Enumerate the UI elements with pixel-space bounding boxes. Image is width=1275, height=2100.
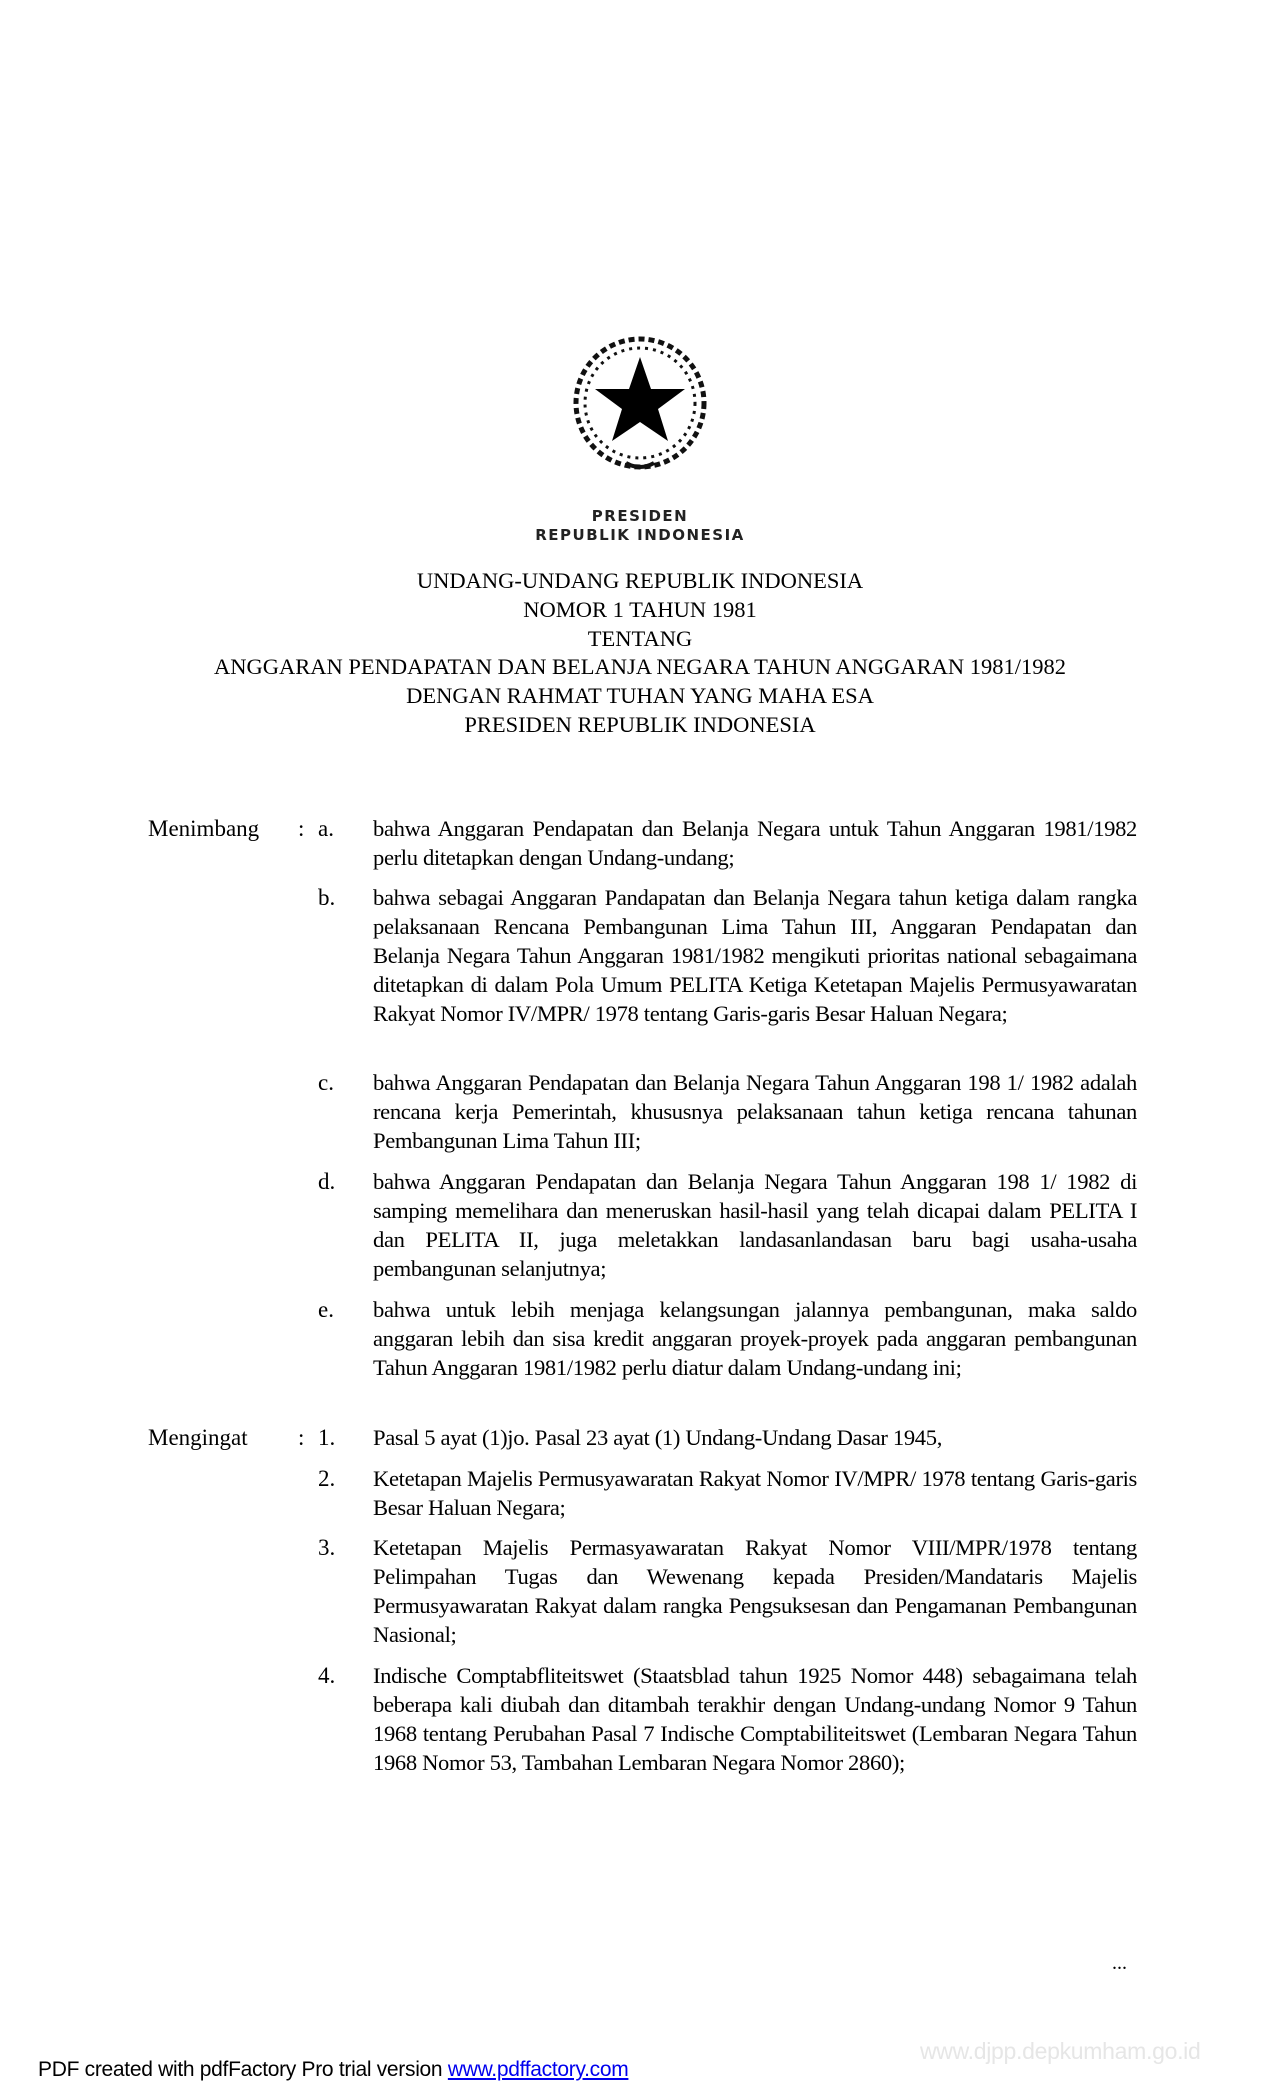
heading-line: UNDANG-UNDANG REPUBLIK INDONESIA xyxy=(416,568,864,593)
watermark: www.djpp.depkumham.go.id xyxy=(920,2038,1201,2064)
heading-line: NOMOR 1 TAHUN 1981 xyxy=(523,596,757,622)
heading-line: PRESIDEN REPUBLIK INDONESIA xyxy=(464,711,816,737)
mengingat-colon: : xyxy=(298,1425,305,1450)
menimbang-colon: : xyxy=(298,816,305,841)
menimbang-item-c: bahwa Anggaran Pendapatan dan Belanja Negara Tahun Anggaran 198 1/ 1982 adalah rencana kerja Pemerintah, khususnya pelaksanaan tahun ketiga rencana tahunan Pembangunan Lima Tahun III; xyxy=(373,1070,1137,1153)
item-mark: d. xyxy=(318,1169,336,1194)
item-mark: 3. xyxy=(318,1535,336,1560)
menimbang-label: Menimbang xyxy=(148,816,260,841)
item-mark: e. xyxy=(318,1297,334,1322)
item-mark: c. xyxy=(318,1070,334,1095)
footer-text: PDF created with pdfFactory Pro trial version xyxy=(38,2058,448,2081)
heading-line: TENTANG xyxy=(587,625,693,651)
heading-line: DENGAN RAHMAT TUHAN YANG MAHA ESA xyxy=(406,683,874,709)
menimbang-item-b: bahwa sebagai Anggaran Pandapatan dan Belanja Negara tahun ketiga dalam rangka pelaksanaan Rencana Pembangunan Lima Tahun III, Anggaran Pendapatan dan Belanja Negara Tahun Anggaran 1981/1982 mengikuti prioritas national sebagaimana ditetapkan di dalam Pola Umum PELITA Ketiga Ketetapan Majelis Permusyawaratan Rakyat Nomor IV/MPR/ 1978 tentang Garis-garis Besar Haluan Negara; xyxy=(373,885,1137,1026)
menimbang-item-d: bahwa Anggaran Pendapatan dan Belanja Negara Tahun Anggaran 198 1/ 1982 di samping memelihara dan meneruskan hasil-hasil yang telah dicapai dalam PELITA I dan PELITA II, juga meletakkan landasanlandasan baru bagi usaha-usaha pembangunan selanjutnya; xyxy=(373,1169,1137,1281)
pdf-footer xyxy=(38,2058,628,2082)
emblem-caption-republik: REPUBLIK INDONESIA xyxy=(535,526,745,544)
menimbang-item-e: bahwa untuk lebih menjaga kelangsungan jalannya pembangunan, maka saldo anggaran lebih dan sisa kredit anggaran proyek-proyek pada anggaran pembangunan Tahun Anggaran 1981/1982 perlu diatur dalam Undang-undang ini; xyxy=(373,1297,1137,1380)
mengingat-item-4: Indische Comptabfliteitswet (Staatsblad tahun 1925 Nomor 448) sebagaimana telah beberapa kali diubah dan ditambah terakhir dengan Undang-undang Nomor 9 Tahun 1968 tentang Perubahan Pasal 7 Indische Comptabiliteitswet (Lembaran Negara Tahun 1968 Nomor 53, Tambahan Lembaran Negara Nomor 2860); xyxy=(373,1663,1137,1775)
emblem-caption-presiden: PRESIDEN xyxy=(591,507,689,525)
mengingat-item-3: Ketetapan Majelis Permasyawaratan Rakyat Nomor VIII/MPR/1978 tentang Pelimpahan Tugas dan Wewenang kepada Presiden/Mandataris Majelis Permusyawaratan Rakyat dalam rangka Pengsuksesan dan Pengamanan Pembangunan Nasional; xyxy=(373,1535,1137,1647)
heading-line: ANGGARAN PENDAPATAN DAN BELANJA NEGARA TAHUN ANGGARAN 1981/1982 xyxy=(213,654,1067,680)
item-mark: 4. xyxy=(318,1663,336,1688)
item-mark: 1. xyxy=(318,1425,336,1450)
garuda-emblem-star-wreath xyxy=(566,329,714,477)
mengingat-item-1: Pasal 5 ayat (1)jo. Pasal 23 ayat (1) Undang-Undang Dasar 1945, xyxy=(373,1425,942,1450)
mengingat-item-2: Ketetapan Majelis Permusyawaratan Rakyat Nomor IV/MPR/ 1978 tentang Garis-garis Besar Haluan Negara; xyxy=(373,1466,1137,1520)
menimbang-item-a: bahwa Anggaran Pendapatan dan Belanja Negara untuk Tahun Anggaran 1981/1982 perlu ditetapkan dengan Undang-undang; xyxy=(373,816,1137,870)
document-heading xyxy=(100,567,1180,740)
item-mark: a. xyxy=(318,816,334,841)
mengingat-label: Mengingat xyxy=(148,1425,248,1450)
continuation-mark: ... xyxy=(1112,1952,1127,1974)
item-mark: b. xyxy=(318,885,336,910)
pdffactory-link[interactable]: www.pdffactory.com xyxy=(447,2058,629,2081)
item-mark: 2. xyxy=(318,1466,336,1491)
